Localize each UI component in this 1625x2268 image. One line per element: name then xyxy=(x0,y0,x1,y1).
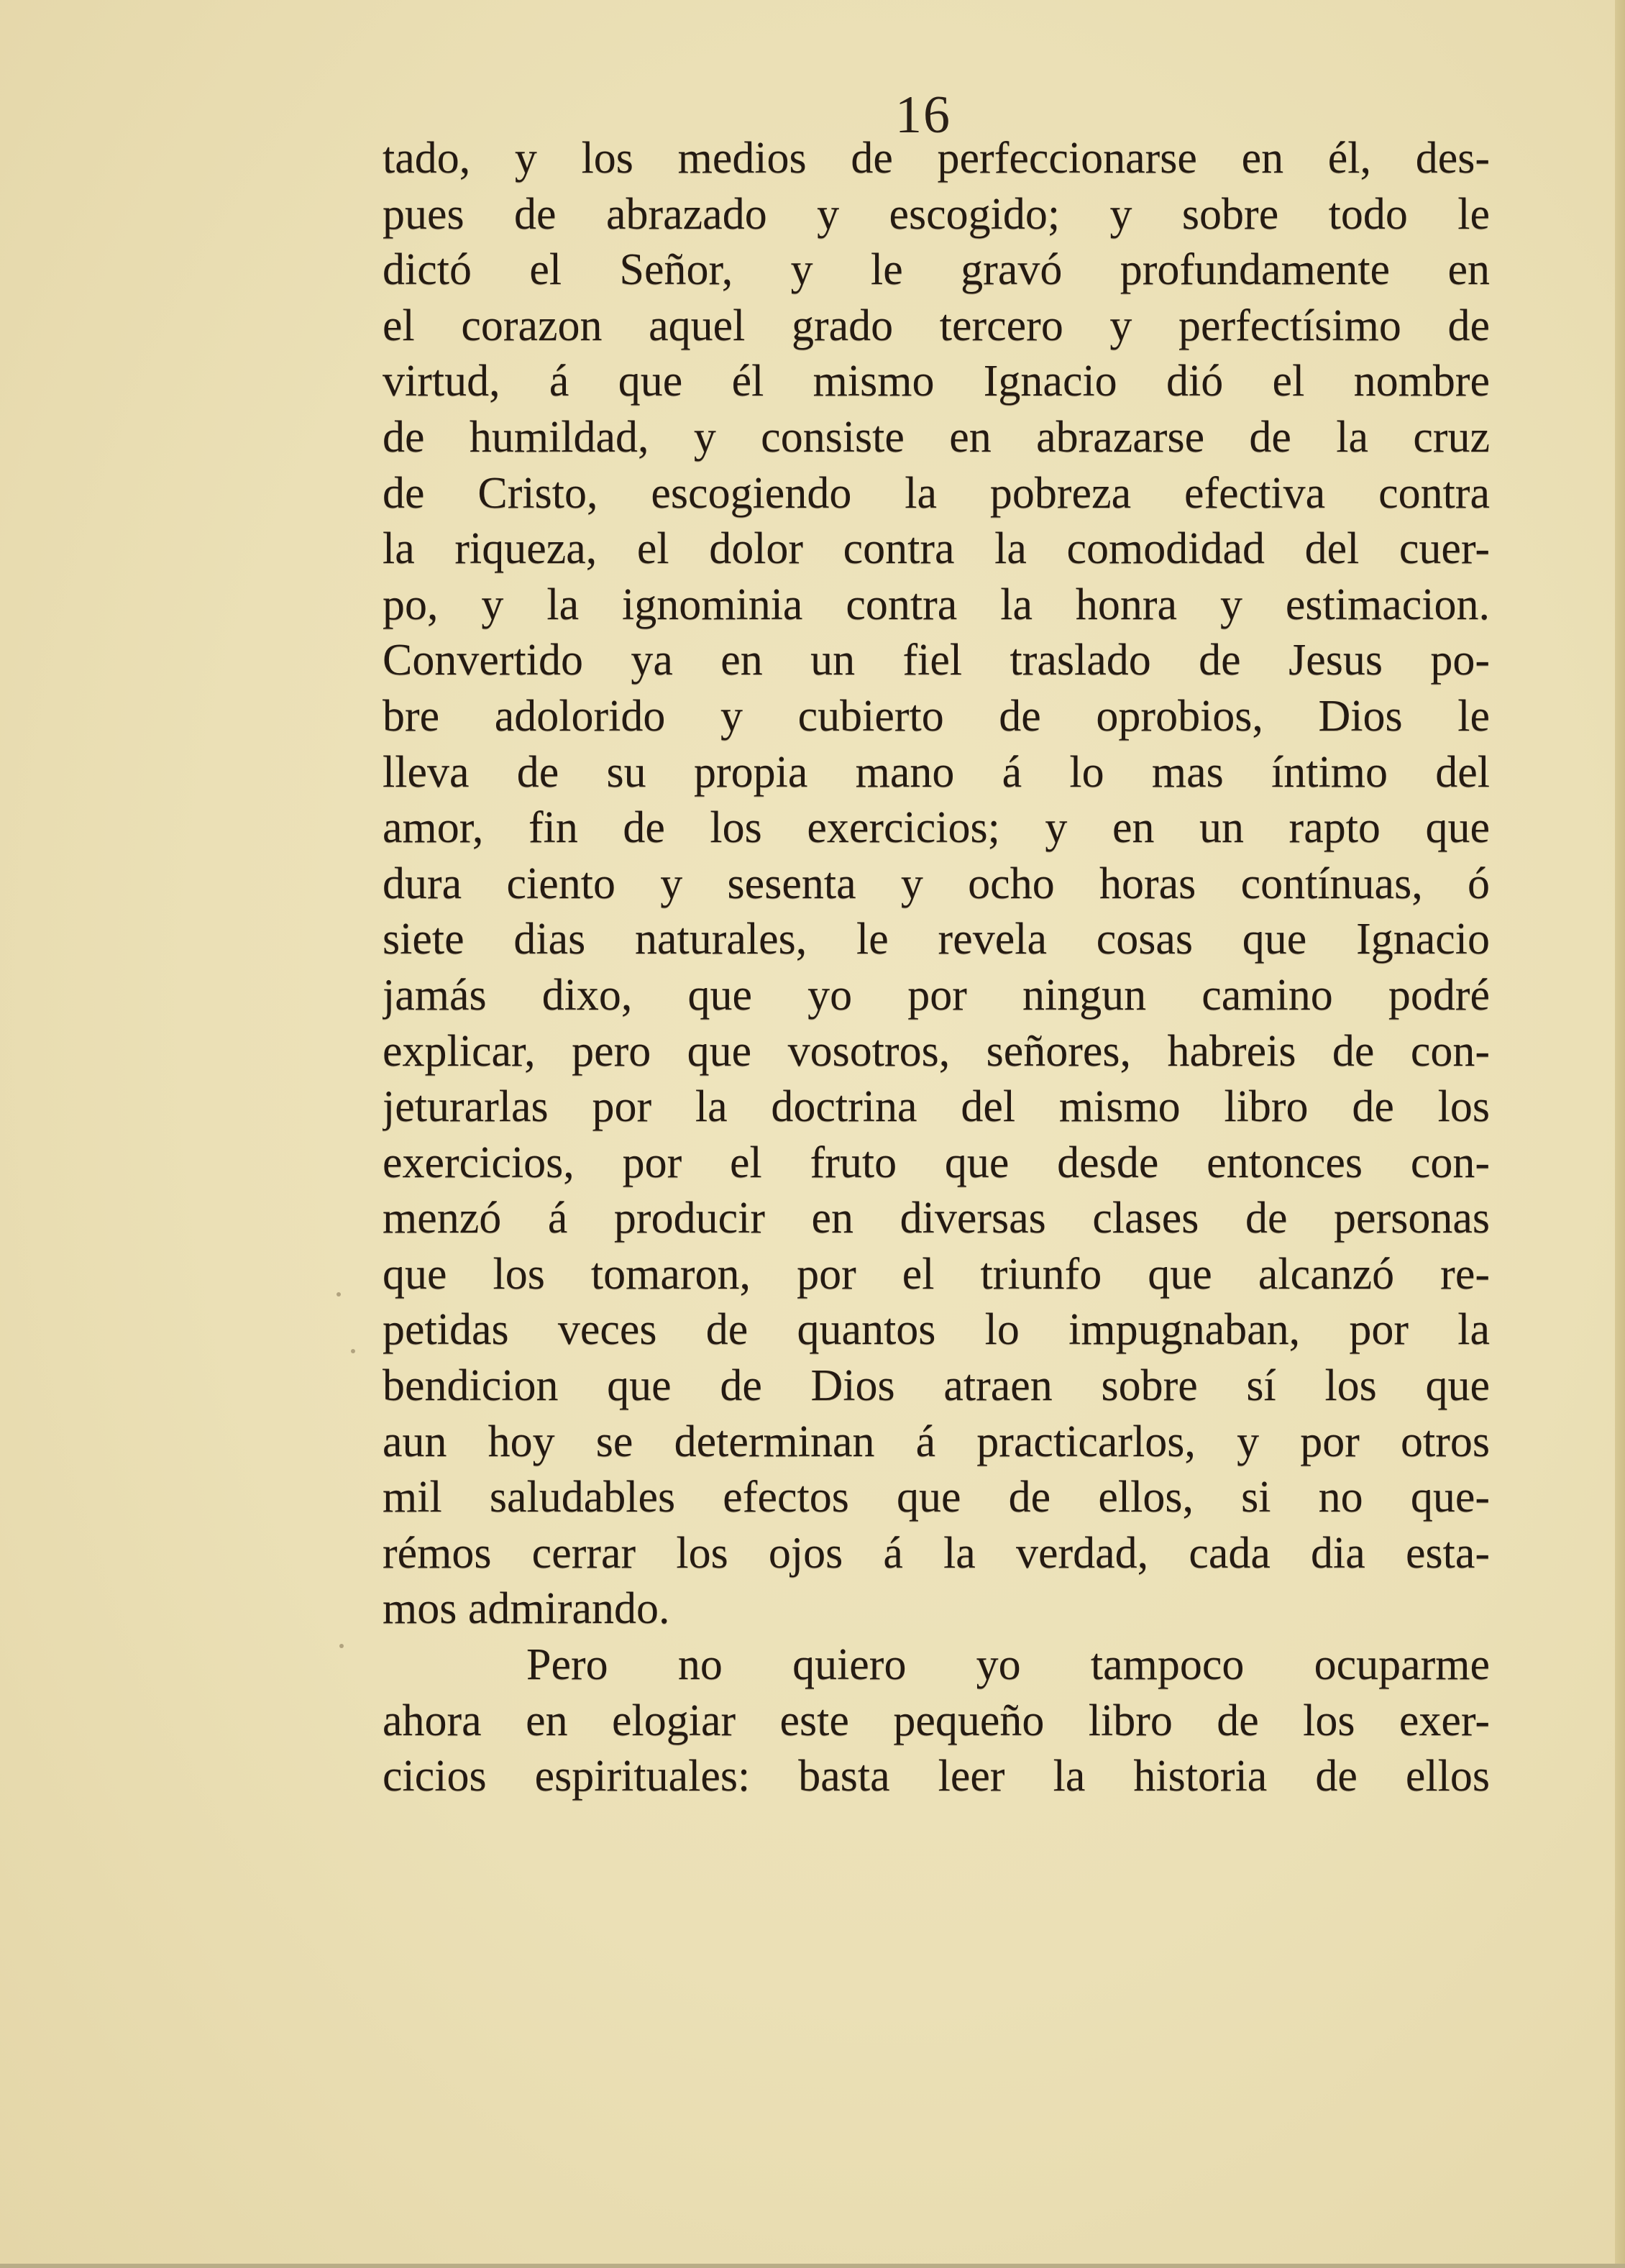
text-line: lleva de su propia mano á lo mas íntimo del xyxy=(383,747,1490,797)
text-line: que los tomaron, por el triunfo que alcanzó re- xyxy=(383,1249,1490,1299)
margin-speck xyxy=(339,1644,344,1648)
page-number: 16 xyxy=(895,86,951,145)
text-line: po, y la ignominia contra la honra y estimacion. xyxy=(383,580,1490,629)
text-line: virtud, á que él mismo Ignacio dió el nombre xyxy=(383,357,1490,406)
paragraph-2 xyxy=(383,1637,1490,1805)
text-line: pues de abrazado y escogido; y sobre todo le xyxy=(383,189,1490,239)
text-line: dura ciento y sesenta y ocho horas contínuas, ó xyxy=(383,859,1490,908)
margin-speck xyxy=(351,1349,355,1353)
text-line: el corazon aquel grado tercero y perfectísimo de xyxy=(383,301,1490,350)
body-text xyxy=(383,131,1490,1805)
page-bottom-edge xyxy=(0,2264,1625,2268)
text-line: cicios espirituales: basta leer la historia de ellos xyxy=(383,1752,1490,1801)
page-right-edge xyxy=(1615,0,1625,2268)
text-line: mos admirando. xyxy=(383,1584,670,1634)
text-line: bre adolorido y cubierto de oprobios, Dios le xyxy=(383,691,1490,741)
text-line: petidas veces de quantos lo impugnaban, por la xyxy=(383,1305,1490,1355)
text-line: exercicios, por el fruto que desde entonces con- xyxy=(383,1138,1490,1187)
text-line: dictó el Señor, y le gravó profundamente en xyxy=(383,245,1490,295)
text-line: de Cristo, escogiendo la pobreza efectiva contra xyxy=(383,468,1490,518)
text-line: siete dias naturales, le revela cosas que Ignacio xyxy=(383,915,1490,964)
text-line: de humildad, y consiste en abrazarse de la cruz xyxy=(383,412,1490,462)
text-line: aun hoy se determinan á practicarlos, y por otros xyxy=(383,1417,1490,1466)
margin-speck xyxy=(337,1292,341,1297)
text-line: jeturarlas por la doctrina del mismo libro de los xyxy=(383,1082,1490,1132)
text-line: jamás dixo, que yo por ningun camino podré xyxy=(383,970,1490,1020)
text-line: amor, fin de los exercicios; y en un rapto que xyxy=(383,803,1490,853)
text-line: ahora en elogiar este pequeño libro de los exer- xyxy=(383,1696,1490,1745)
text-line: tado, y los medios de perfeccionarse en él, des- xyxy=(383,134,1490,183)
text-line: mil saludables efectos que de ellos, si no que- xyxy=(383,1473,1490,1522)
text-line: la riqueza, el dolor contra la comodidad del cuer- xyxy=(383,524,1490,574)
text-line: bendicion que de Dios atraen sobre sí los que xyxy=(383,1361,1490,1411)
text-line: rémos cerrar los ojos á la verdad, cada dia esta- xyxy=(383,1528,1490,1578)
text-line: Convertido ya en un fiel traslado de Jesus po- xyxy=(383,636,1490,685)
text-line: explicar, pero que vosotros, señores, habreis de con- xyxy=(383,1026,1490,1076)
paragraph-1 xyxy=(383,131,1490,1637)
text-line: Pero no quiero yo tampoco ocuparme xyxy=(526,1640,1490,1690)
text-line: menzó á producir en diversas clases de personas xyxy=(383,1194,1490,1243)
